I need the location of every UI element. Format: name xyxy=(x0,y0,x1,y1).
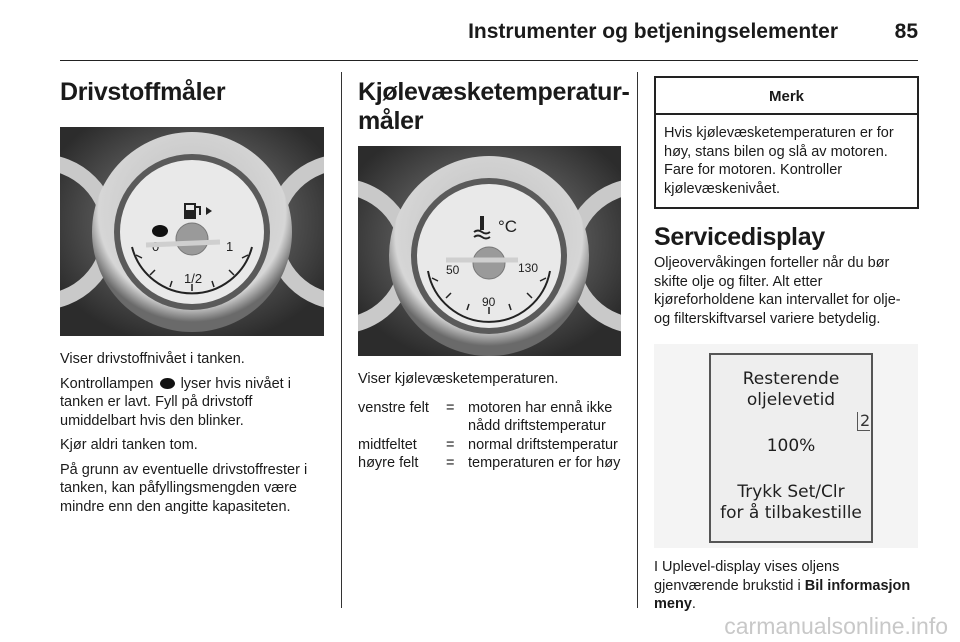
header-rule xyxy=(60,60,918,61)
fuel-paragraph-2 xyxy=(60,375,325,431)
oil-screen-line-4: for å tilbakestille xyxy=(720,503,862,523)
watermark: carmanualsonline.info xyxy=(724,613,948,639)
oil-screen-line-1: Resterende xyxy=(742,369,840,389)
definition-description: motoren har ennå ikke nådd driftstemperatur xyxy=(468,399,613,434)
page-header xyxy=(60,14,918,58)
note-text: Hvis kjølevæsketemperaturen er for høy, stans bilen og slå av motoren. Fare for motoren. Kontroller kjølevæskenivået. xyxy=(664,125,894,197)
definition-equals: = xyxy=(446,455,455,471)
service-display-title: Servicedisplay xyxy=(654,223,825,251)
fuel-dial-label-half: 1/2 xyxy=(184,271,203,286)
service-display-outro-text: I Uplevel-display vises oljens gjenværende brukstid i xyxy=(654,559,840,594)
menu-reference: Bil informasjon meny xyxy=(654,577,911,612)
service-display-intro: Oljeovervåkingen forteller når du bør skifte olje og filter. Alt etter kjøreforholdene kan intervallet for olje- og filterskiftvarsel variere betydelig. xyxy=(654,255,901,327)
definition-term: venstre felt xyxy=(358,399,429,416)
coolant-dial-label-low: 50 xyxy=(446,263,460,277)
display-page-badge: 2 xyxy=(857,412,870,431)
page-number: 85 xyxy=(894,20,918,43)
column-divider-2 xyxy=(637,72,638,608)
coolant-intro: Viser kjølevæsketemperaturen. xyxy=(358,371,559,387)
running-title: Instrumenter og betjeningselementer xyxy=(468,20,838,43)
warning-lamp-icon xyxy=(160,378,175,389)
fuel-gauge-section xyxy=(60,72,325,516)
fuel-paragraph-2-end: lyser hvis nivået i tanken er lavt. Fyll på drivstoff umiddelbart hvis den blinker. xyxy=(60,375,291,429)
definition-row xyxy=(358,436,621,455)
definition-row xyxy=(358,399,621,436)
fuel-paragraph-3: Kjør aldri tanken tom. xyxy=(60,437,198,453)
coolant-dial-label-high: 130 xyxy=(518,261,539,275)
fuel-needle xyxy=(146,242,220,245)
service-display-outro xyxy=(654,558,919,614)
definition-description: temperaturen er for høy xyxy=(468,455,621,471)
fuel-gauge-title: Drivstoffmåler xyxy=(60,78,226,106)
note-heading: Merk xyxy=(656,78,917,115)
oil-life-percent: 100% xyxy=(766,436,816,456)
coolant-gauge-title xyxy=(358,78,630,136)
fuel-paragraph-2-start: Kontrollampen xyxy=(60,375,154,392)
fuel-dial-label-full: 1 xyxy=(226,239,234,254)
service-section xyxy=(654,72,919,614)
column-divider-1 xyxy=(341,72,342,608)
service-display-outro-end: . xyxy=(691,596,696,612)
coolant-dial-unit: °C xyxy=(498,217,518,236)
oil-life-screen xyxy=(709,353,873,543)
note-box xyxy=(654,76,919,209)
definition-row xyxy=(358,454,621,473)
definition-equals: = xyxy=(446,436,455,453)
oil-screen-line-2: oljelevetid xyxy=(746,390,836,410)
definition-term: midtfeltet xyxy=(358,436,417,453)
coolant-gauge-title-line-1: Kjølevæsketemperatur- xyxy=(358,78,630,106)
coolant-dial-label-mid: 90 xyxy=(482,295,496,309)
definition-equals: = xyxy=(446,399,455,416)
fuel-gauge-photo xyxy=(60,127,324,336)
definition-description: normal driftstemperatur xyxy=(468,436,618,453)
fuel-paragraph-1: Viser drivstoffnivået i tanken. xyxy=(60,351,245,367)
oil-screen-line-3: Trykk Set/Clr xyxy=(737,482,845,502)
definition-term: høyre felt xyxy=(358,455,419,471)
coolant-definition-list xyxy=(358,399,621,473)
coolant-gauge-title-line-2: måler xyxy=(358,107,424,135)
fuel-paragraph-4: På grunn av eventuelle drivstoffrester i tanken, kan påfyllingsmengden være mindre enn den angitte kapasiteten. xyxy=(60,461,308,515)
oil-life-display-figure xyxy=(654,344,918,548)
coolant-gauge-photo xyxy=(358,146,621,356)
low-fuel-warning-icon xyxy=(152,225,168,237)
coolant-gauge-section xyxy=(358,72,630,473)
